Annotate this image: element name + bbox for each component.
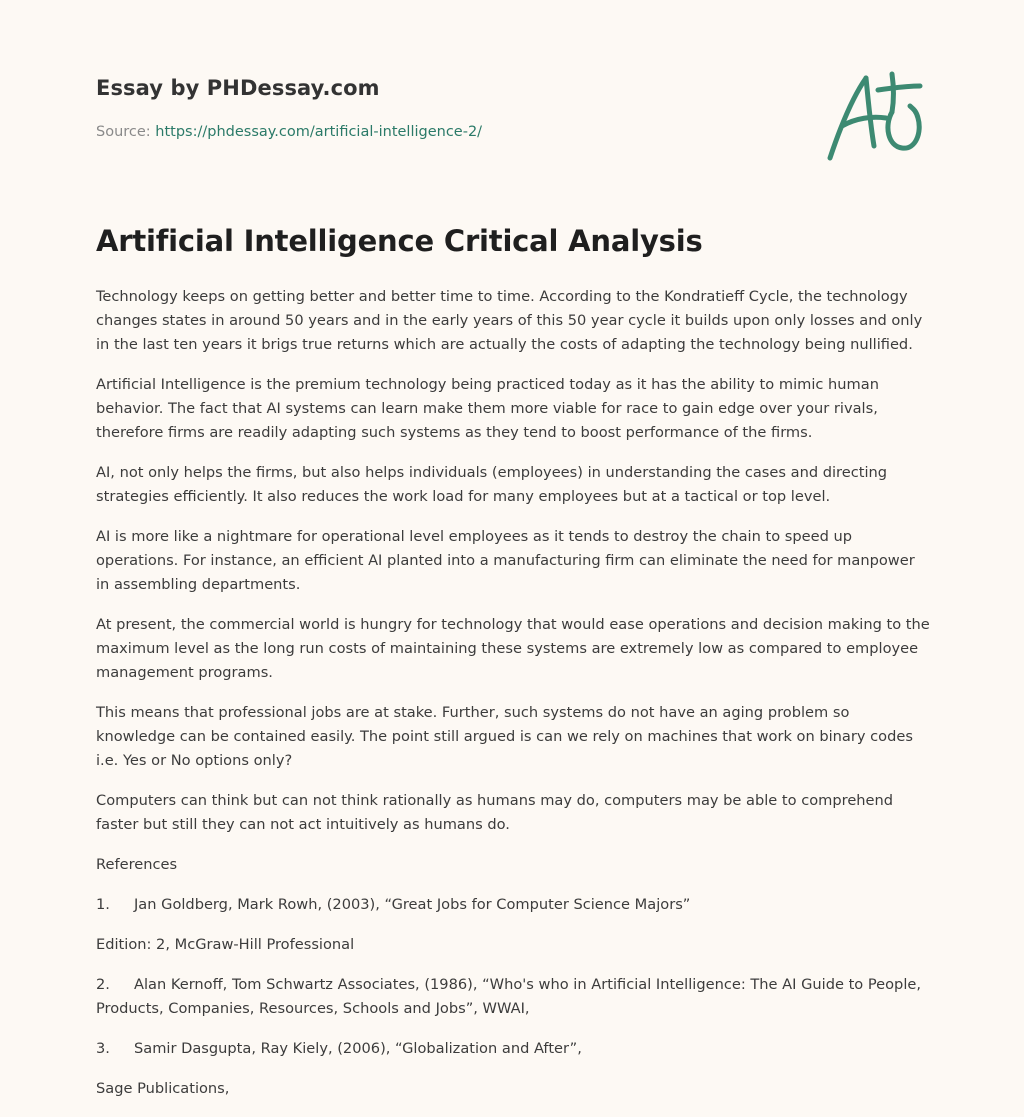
a-plus-logo-icon: [822, 66, 932, 166]
paragraph: Artificial Intelligence is the premium technology being practiced today as it has the ability to mimic human behavior. The fact that AI systems can learn make them more viable for race to gain edge over your rivals, therefore firms are readily adapting such systems as they tend to boost performance of the firms.: [96, 376, 879, 441]
reference-item: [96, 1037, 931, 1061]
reference-item: [96, 973, 931, 1021]
essay-title: Artificial Intelligence Critical Analysis: [96, 224, 703, 258]
reference-number: 1.: [96, 896, 110, 913]
source-label: Source:: [96, 124, 151, 140]
reference-text: Alan Kernoff, Tom Schwartz Associates, (1986), “Who's who in Artificial Intelligence: The AI Guide to People, Products, Companies, Resources, Schools and Jobs”, WWAI,: [96, 976, 921, 1017]
reference-text: Samir Dasgupta, Ray Kiely, (2006), “Globalization and After”,: [134, 1040, 582, 1057]
paragraph: Computers can think but can not think rationally as humans may do, computers may be able to comprehend faster but still they can not act intuitively as humans do.: [96, 792, 894, 833]
reference-item: [96, 933, 931, 957]
reference-item: [96, 1077, 931, 1101]
paragraph: At present, the commercial world is hungry for technology that would ease operations and decision making to the maximum level as the long run costs of maintaining these systems are extremely low as compared to employee management programs.: [96, 616, 930, 681]
reference-text: Edition: 2, McGraw-Hill Professional: [96, 936, 355, 953]
paragraph: Technology keeps on getting better and better time to time. According to the Kondratieff Cycle, the technology changes states in around 50 years and in the early years of this 50 year cycle it builds upon only losses and only in the last ten years it brigs true returns which are actually the costs of adapting the technology being nullified.: [96, 288, 923, 353]
site-title: Essay by PHDessay.com: [96, 76, 380, 100]
reference-text: Jan Goldberg, Mark Rowh, (2003), “Great Jobs for Computer Science Majors”: [134, 896, 691, 913]
paragraph: AI is more like a nightmare for operational level employees as it tends to destroy the chain to speed up operations. For instance, an efficient AI planted into a manufacturing firm can eliminate the need for manpower in assembling departments.: [96, 528, 915, 593]
references-heading: References: [96, 856, 178, 873]
source-line: [96, 124, 482, 140]
reference-number: 2.: [96, 976, 110, 993]
reference-number: 3.: [96, 1040, 110, 1057]
reference-text: Sage Publications,: [96, 1080, 230, 1097]
reference-item: [96, 893, 931, 917]
essay-body: [96, 285, 931, 1117]
paragraph: AI, not only helps the firms, but also helps individuals (employees) in understanding the cases and directing strategies efficiently. It also reduces the work load for many employees but at a tactical or top level.: [96, 464, 888, 505]
source-link[interactable]: https://phdessay.com/artificial-intelligence-2/: [155, 124, 483, 140]
paragraph: This means that professional jobs are at stake. Further, such systems do not have an aging problem so knowledge can be contained easily. The point still argued is can we rely on machines that work on binary codes i.e. Yes or No options only?: [96, 704, 913, 769]
